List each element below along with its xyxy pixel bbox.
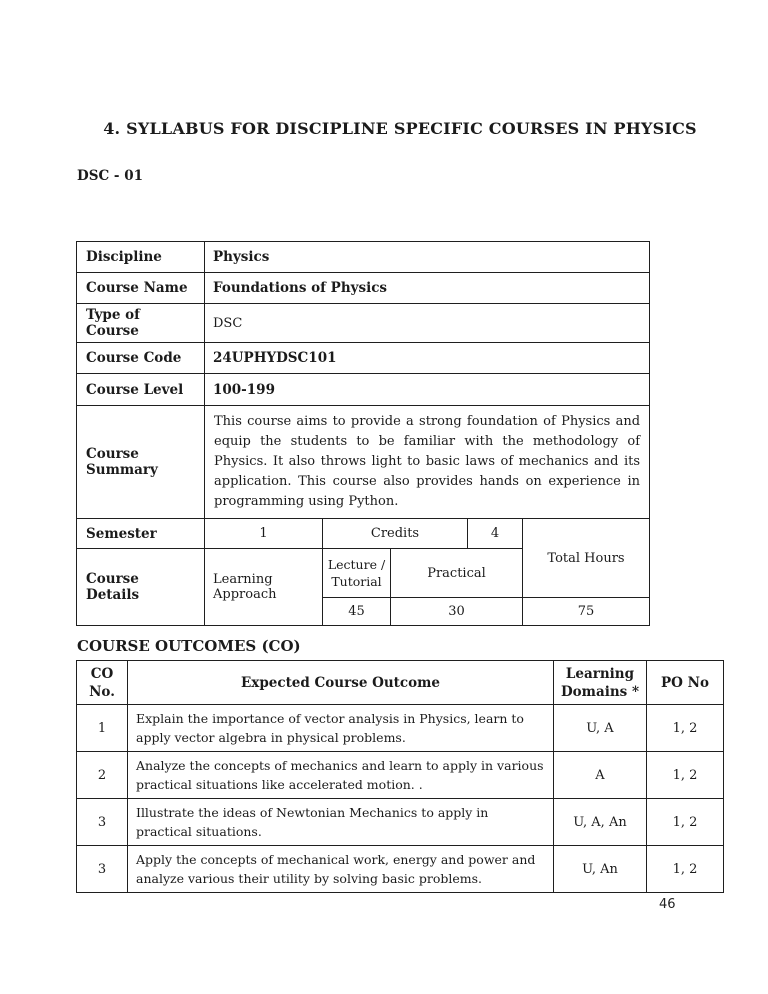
learning-approach-label: Learning Approach	[205, 549, 323, 626]
row-course-level	[77, 374, 650, 406]
po-cell: 1, 2	[647, 752, 724, 799]
course-type-value: DSC	[205, 304, 650, 343]
co-no-header: CO No.	[77, 661, 128, 705]
co-no-cell: 3	[77, 799, 128, 846]
row-discipline	[77, 242, 650, 273]
practical-hours-value: 30	[391, 598, 523, 626]
course-summary-label: Course Summary	[77, 406, 205, 519]
learning-domains-header: Learning Domains *	[554, 661, 647, 705]
row-course-name	[77, 273, 650, 304]
co-row-2	[77, 752, 724, 799]
course-code-label: Course Code	[77, 343, 205, 374]
po-cell: 1, 2	[647, 799, 724, 846]
outcome-cell: Explain the importance of vector analysis in Physics, learn to apply vector algebra in physical problems.	[128, 705, 554, 752]
total-hours-label: Total Hours	[523, 519, 650, 598]
row-course-code	[77, 343, 650, 374]
page-number: 46	[659, 897, 676, 912]
course-name-label: Course Name	[77, 273, 205, 304]
page-title: 4. SYLLABUS FOR DISCIPLINE SPECIFIC COURSES IN PHYSICS	[103, 119, 697, 138]
row-course-type	[77, 304, 650, 343]
domains-cell: U, An	[554, 846, 647, 893]
course-outcomes-heading: COURSE OUTCOMES (CO)	[77, 637, 301, 655]
po-no-header: PO No	[647, 661, 724, 705]
co-row-1	[77, 705, 724, 752]
credits-value: 4	[468, 519, 523, 549]
po-cell: 1, 2	[647, 846, 724, 893]
semester-label: Semester	[77, 519, 205, 549]
outcome-cell: Apply the concepts of mechanical work, energy and power and analyze various their utility by solving basic problems.	[128, 846, 554, 893]
semester-value: 1	[205, 519, 323, 549]
course-summary-value: This course aims to provide a strong foundation of Physics and equip the students to be familiar with the methodology of Physics. It also throws light to basic laws of mechanics and its application. This course also provides hands on experience in programming using Python.	[205, 406, 650, 519]
po-cell: 1, 2	[647, 705, 724, 752]
lecture-hours-value: 45	[323, 598, 391, 626]
course-level-label: Course Level	[77, 374, 205, 406]
expected-outcome-header: Expected Course Outcome	[128, 661, 554, 705]
lecture-tutorial-label: Lecture / Tutorial	[323, 549, 391, 598]
outcome-cell: Illustrate the ideas of Newtonian Mechanics to apply in practical situations.	[128, 799, 554, 846]
course-level-value: 100-199	[205, 374, 650, 406]
row-semester	[77, 519, 650, 549]
dsc-number-label: DSC - 01	[77, 168, 143, 184]
co-no-cell: 3	[77, 846, 128, 893]
co-no-cell: 2	[77, 752, 128, 799]
domains-cell: A	[554, 752, 647, 799]
total-hours-value: 75	[523, 598, 650, 626]
practical-label: Practical	[391, 549, 523, 598]
discipline-label: Discipline	[77, 242, 205, 273]
course-type-label: Type of Course	[77, 304, 205, 343]
co-row-4	[77, 846, 724, 893]
row-course-summary	[77, 406, 650, 519]
credits-label: Credits	[323, 519, 468, 549]
course-code-value: 24UPHYDSC101	[205, 343, 650, 374]
course-name-value: Foundations of Physics	[205, 273, 650, 304]
co-header-row	[77, 661, 724, 705]
co-no-cell: 1	[77, 705, 128, 752]
co-row-3	[77, 799, 724, 846]
domains-cell: U, A, An	[554, 799, 647, 846]
course-info-table	[76, 241, 650, 626]
course-details-label: Course Details	[77, 549, 205, 626]
domains-cell: U, A	[554, 705, 647, 752]
outcome-cell: Analyze the concepts of mechanics and learn to apply in various practical situations like accelerated motion. .	[128, 752, 554, 799]
discipline-value: Physics	[205, 242, 650, 273]
course-outcomes-table	[76, 660, 724, 893]
